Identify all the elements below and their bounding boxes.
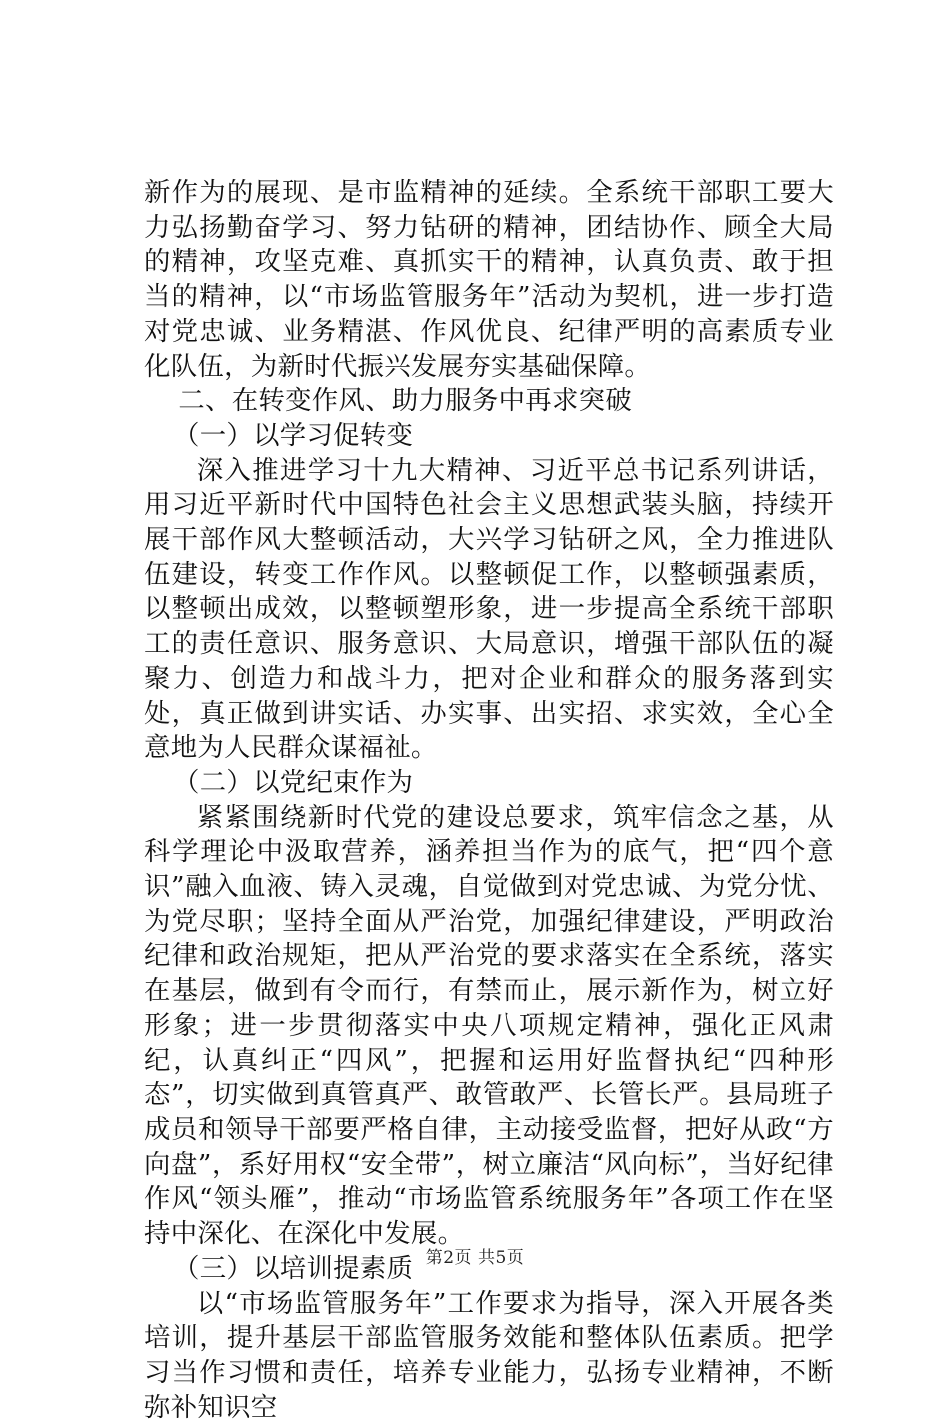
sub-heading: （一）以学习促转变: [144, 419, 834, 454]
page-footer: [0, 1243, 950, 1268]
sub-heading: （二）以党纪束作为: [144, 766, 834, 801]
paragraph-continued: 新作为的展现、是市监精神的延续。全系统干部职工要大力弘扬勤奋学习、努力钻研的精神，团结协作、顾全大局的精神，攻坚克难、真抓实干的精神，认真负责、敢于担当的精神，以“市场监管服务年”活动为契机，进一步打造对党忠诚、业务精湛、作风优良、纪律严明的高素质专业化队伍，为新时代振兴发展夯实基础保障。: [144, 176, 834, 384]
section-heading: 二、在转变作风、助力服务中再求突破: [144, 384, 834, 419]
document-body: [144, 176, 834, 1425]
paragraph: 以“市场监管服务年”工作要求为指导，深入开展各类培训，提升基层干部监管服务效能和整体队伍素质。把学习当作习惯和责任，培养专业能力，弘扬专业精神，不断弥补知识空: [144, 1287, 834, 1425]
paragraph: 深入推进学习十九大精神、习近平总书记系列讲话，用习近平新时代中国特色社会主义思想武装头脑，持续开展干部作风大整顿活动，大兴学习钻研之风，全力推进队伍建设，转变工作作风。以整顿促工作，以整顿强素质，以整顿出成效，以整顿塑形象，进一步提高全系统干部职工的责任意识、服务意识、大局意识，增强干部队伍的凝聚力、创造力和战斗力，把对企业和群众的服务落到实处，真正做到讲实话、办实事、出实招、求实效，全心全意地为人民群众谋福祉。: [144, 454, 834, 766]
page-number-label: 第2页 共5页: [426, 1248, 525, 1268]
sub-heading: （三）以培训提素质: [144, 1252, 834, 1287]
paragraph: 紧紧围绕新时代党的建设总要求，筑牢信念之基，从科学理论中汲取营养，涵养担当作为的底气，把“四个意识”融入血液、铸入灵魂，自觉做到对党忠诚、为党分忧、为党尽职；坚持全面从严治党，加强纪律建设，严明政治纪律和政治规矩，把从严治党的要求落实在全系统，落实在基层，做到有令而行，有禁而止，展示新作为，树立好形象；进一步贯彻落实中央八项规定精神，强化正风肃纪，认真纠正“四风”，把握和运用好监督执纪“四种形态”，切实做到真管真严、敢管敢严、长管长严。县局班子成员和领导干部要严格自律，主动接受监督，把好从政“方向盘”，系好用权“安全带”，树立廉洁“风向标”，当好纪律作风“领头雁”，推动“市场监管系统服务年”各项工作在坚持中深化、在深化中发展。: [144, 801, 834, 1252]
